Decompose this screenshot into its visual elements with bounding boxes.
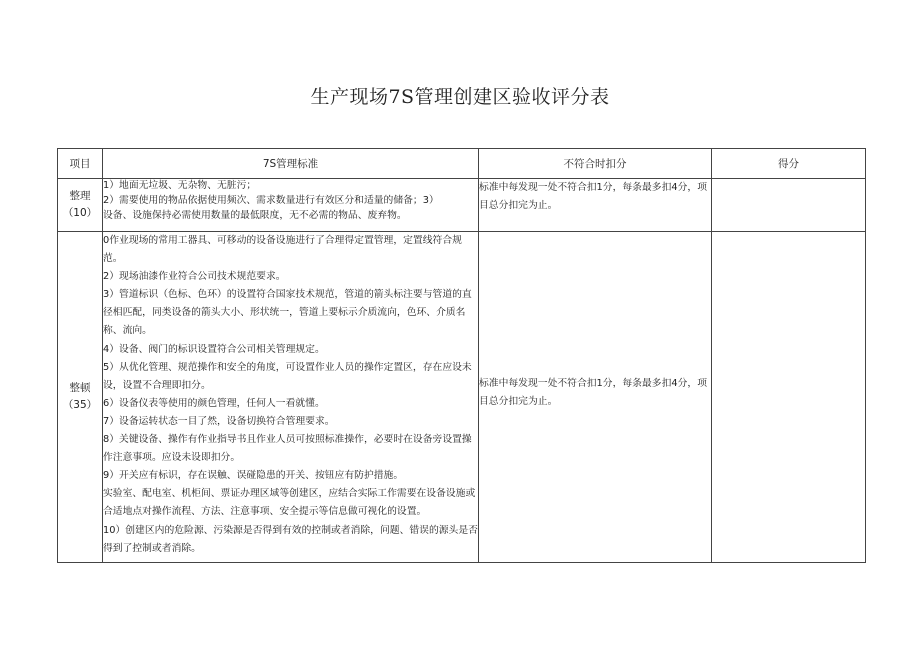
score-table bbox=[57, 148, 866, 563]
standard-line: 2）需要使用的物品依据使用频次、需求数量进行有效区分和适量的储备；3） bbox=[103, 194, 439, 206]
header-item: 项目 bbox=[58, 149, 103, 179]
header-row bbox=[58, 149, 866, 179]
standard-line: 6）设备仪表等使用的颜色管理，任何人一看就懂。 bbox=[103, 397, 325, 409]
standard-line: 设备、设施保持必需使用数量的最低限度，无不必需的物品、废弃物。 bbox=[103, 209, 407, 221]
category-name: 整顿 bbox=[69, 382, 91, 394]
standard-line: 0作业现场的常用工器具、可移动的设备设施进行了合理得定置管理，定置线符合规范。 bbox=[103, 235, 462, 265]
category-points: （10） bbox=[62, 207, 98, 219]
category-name: 整理 bbox=[69, 190, 91, 202]
standard-line: 10）创建区内的危险源、污染源是否得到有效的控制或者消除，问题、错误的源头是否得到了控制或者消除。 bbox=[103, 524, 478, 554]
header-standard: 7S管理标准 bbox=[103, 149, 479, 179]
deduction-cell: 标准中每发现一处不符合扣1分，每条最多扣4分，项目总分扣完为止。 bbox=[479, 232, 712, 563]
category-cell bbox=[58, 179, 103, 232]
standard-cell bbox=[103, 179, 479, 232]
standard-line: 2）现场油漆作业符合公司技术规范要求。 bbox=[103, 271, 286, 283]
deduction-cell: 标准中每发现一处不符合扣1分，每条最多扣4分，项目总分扣完为止。 bbox=[479, 179, 712, 232]
standard-line: 5）从优化管理、规范操作和安全的角度，可设置作业人员的操作定置区，存在应设未设，设置不合理即扣分。 bbox=[103, 361, 472, 391]
table-row bbox=[58, 179, 866, 232]
standard-line: 3）管道标识（色标、色环）的设置符合国家技术规范，管道的箭头标注要与管道的直径相匹配，同类设备的箭头大小、形状统一，管道上要标示介质流向，色环、介质名称、流向。 bbox=[103, 289, 472, 337]
page-title: 生产现场7S管理创建区验收评分表 bbox=[310, 86, 610, 108]
score-cell[interactable] bbox=[712, 232, 866, 563]
header-deduction: 不符合时扣分 bbox=[479, 149, 712, 179]
standard-line: 8）关键设备、操作有作业指导书且作业人员可按照标准操作，必要时在设备旁设置操作注意事项。应设未设即扣分。 bbox=[103, 434, 472, 464]
standard-line: 9）开关应有标识，存在误触、误碰隐患的开关、按钮应有防护措施。 bbox=[103, 470, 404, 482]
score-cell[interactable] bbox=[712, 179, 866, 232]
standard-line: 4）设备、阀门的标识设置符合公司相关管理规定。 bbox=[103, 343, 325, 355]
category-points: （35） bbox=[62, 399, 98, 411]
standard-line: 1）地面无垃圾、无杂物、无脏污； bbox=[103, 180, 257, 191]
standard-cell bbox=[103, 232, 479, 563]
header-score: 得分 bbox=[712, 149, 866, 179]
standard-line: 实验室、配电室、机柜间、票证办理区域等创建区，应结合实际工作需要在设备设施或合适地点对操作流程、方法、注意事项、安全提示等信息做可视化的设置。 bbox=[103, 488, 476, 518]
table-row bbox=[58, 232, 866, 563]
standard-line: 7）设备运转状态一目了然，设备切换符合管理要求。 bbox=[103, 415, 335, 427]
category-cell bbox=[58, 232, 103, 563]
